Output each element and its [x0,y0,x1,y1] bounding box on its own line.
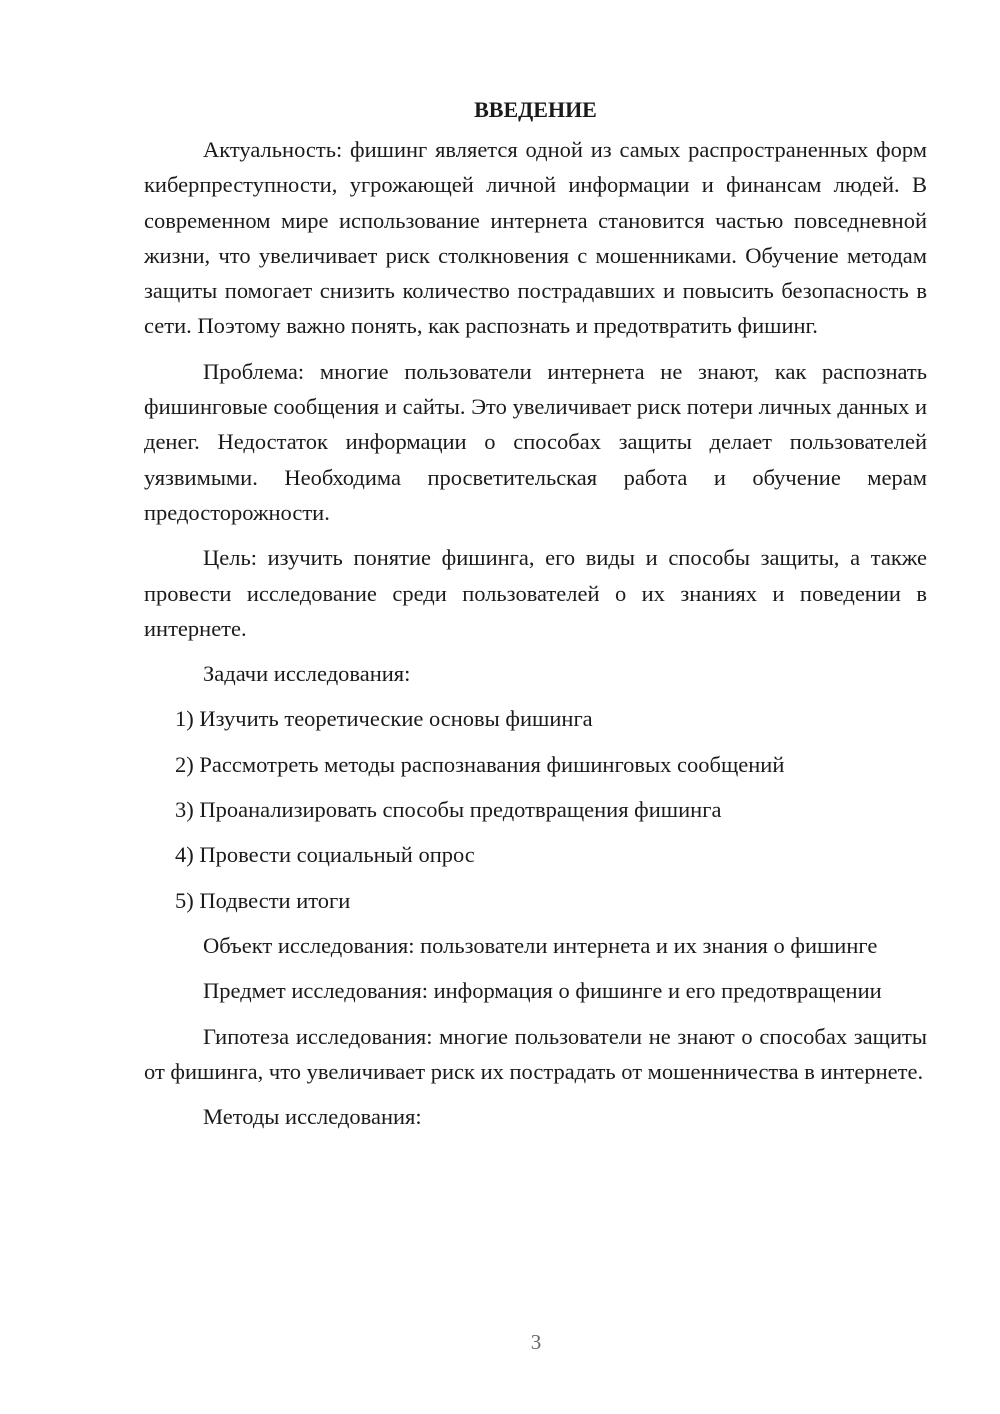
tasks-list [144,701,927,917]
page-title: ВВЕДЕНИЕ [474,97,597,122]
paragraph-goal: Цель: изучить понятие фишинга, его виды и способы защиты, а также провести исследование среди пользователей о их знаниях и поведении в интернете. [144,545,927,641]
list-item: 5) Подвести итоги [175,887,351,913]
paragraph-hypothesis: Гипотеза исследования: многие пользователи не знают о способах защиты от фишинга, что увеличивает риск их пострадать от мошенничества в интернете. [144,1023,927,1084]
page-number: 3 [530,1330,542,1354]
paragraph-object: Объект исследования: пользователи интернета и их знания о фишинге [203,932,878,958]
list-item: 3) Проанализировать способы предотвращения фишинга [175,797,722,823]
list-item: 1) Изучить теоретические основы фишинга [175,706,593,732]
paragraph-subject: Предмет исследования: информация о фишинге и его предотвращении [203,978,882,1004]
list-item: 2) Рассмотреть методы распознавания фишинговых сообщений [175,751,785,777]
paragraph-problem: Проблема: многие пользователи интернета не знают, как распознать фишинговые сообщения и сайты. Это увеличивает риск потери личных данных и денег. Недостаток информации о способах защиты делает пользователей уязвимыми. Необходима просветительская работа и обучение мерам предосторожности. [144,358,927,525]
document-page [144,92,927,1144]
list-item: 4) Провести социальный опрос [175,842,475,868]
methods-heading: Методы исследования: [203,1104,422,1130]
paragraph-relevance: Актуальность: фишинг является одной из самых распространенных форм киберпреступности, угрожающей личной информации и финансам людей. В современном мире использование интернета становится частью повседневной жизни, что увеличивает риск столкновения с мошенниками. Обучение методам защиты помогает снизить количество пострадавших и повысить безопасность в сети. Поэтому важно понять, как распознать и предотвратить фишинг. [144,137,927,339]
tasks-heading: Задачи исследования: [203,661,411,687]
